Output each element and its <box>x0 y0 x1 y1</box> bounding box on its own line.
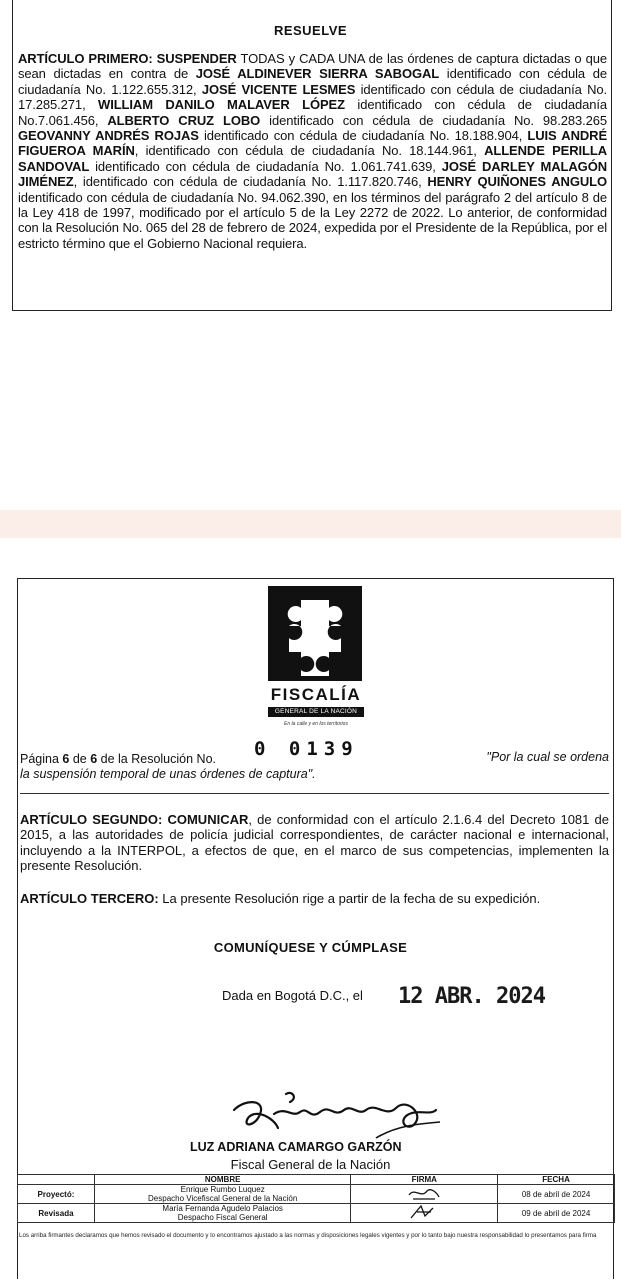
person-name: JOSÉ ALDINEVER SIERRA SABOGAL <box>195 66 440 82</box>
document-page-1 <box>0 0 621 510</box>
person-id: , identificado con cédula de ciudadanía No. 1.117.820.746, <box>73 174 428 190</box>
divider <box>20 793 609 794</box>
logo-subtitle: GENERAL DE LA NACIÓN <box>268 707 364 717</box>
page-gap <box>0 510 621 538</box>
table-row <box>18 1185 615 1204</box>
reviewer-office: Despacho Fiscal General <box>177 1213 268 1222</box>
person-id: identificado con cédula de ciudadanía No. 18.188.904, <box>198 128 528 144</box>
articulo-primero <box>18 51 607 251</box>
reviewer-cell <box>94 1204 351 1223</box>
dada-en-text: Dada en Bogotá D.C., el <box>222 988 363 1003</box>
person-id: identificado con cédula de ciudadanía No. 1.122.655.312, <box>18 66 607 97</box>
person-name: JOSÉ DARLEY MALAGÓN JIMÉNEZ <box>18 158 607 190</box>
review-date: 09 de abril de 2024 <box>498 1204 615 1223</box>
page-ref-text: de la Resolución No. <box>97 752 216 766</box>
review-date: 08 de abril de 2024 <box>498 1185 615 1204</box>
reviewer-cell <box>94 1185 351 1204</box>
column-header: FECHA <box>498 1175 615 1185</box>
initials-signature <box>351 1185 498 1204</box>
header-quote: "Por la cual se ordena <box>486 750 609 764</box>
resuelve-heading: RESUELVE <box>273 23 348 38</box>
articulo-label: ARTÍCULO SEGUNDO: COMUNICAR <box>20 812 249 827</box>
signer-name: LUZ ADRIANA CAMARGO GARZÓN <box>190 1140 402 1154</box>
articulo-segundo <box>20 812 609 874</box>
articulo-label: ARTÍCULO TERCERO: <box>20 891 159 906</box>
footnote: Los arriba firmantes declaramos que hemos revisado el documento y lo encontramos ajustado a las normas y disposiciones legales vigentes y por lo tanto bajo nuestra responsabilidad lo presentamos para firma <box>19 1232 597 1239</box>
person-name: JOSÉ VICENTE LESMES <box>201 81 356 97</box>
signer-role: Fiscal General de la Nación <box>230 1157 391 1172</box>
table-header-row <box>18 1175 615 1185</box>
comuniquese-heading: COMUNÍQUESE Y CÚMPLASE <box>213 940 408 955</box>
person-id: identificado con cédula de ciudadanía No. 17.285.271, <box>18 81 607 113</box>
resolution-number: 0 0139 <box>254 738 359 760</box>
person-name: LUIS ANDRÉ FIGUEROA MARÍN <box>18 128 608 159</box>
person-name: HENRY QUIÑONES ANGULO <box>427 174 607 190</box>
page-reference <box>20 752 216 766</box>
article-text: La presente Resolución rige a partir de la fecha de su expedición. <box>158 891 541 906</box>
article-text: , de conformidad con el artículo 2.1.6.4 del Decreto 1081 de 2015, a las autoridades de policía judicial correspondientes, de carácter nacional e internacional, incluyendo a la INTERPOL, a efectos de que, en el marco de sus competencias, implementen la presente Resolución. <box>20 812 609 874</box>
puzzle-piece-icon <box>268 586 362 681</box>
person-name: ALLENDE PERILLA SANDOVAL <box>18 143 607 174</box>
person-id: identificado con cédula de ciudadanía No. 1.061.741.639, <box>89 158 442 174</box>
column-header: NOMBRE <box>94 1175 351 1185</box>
date-stamp: 12 ABR. 2024 <box>398 984 545 1009</box>
reviewer-office: Despacho Vicefiscal General de la Nación <box>148 1194 298 1203</box>
row-label: Proyectó: <box>18 1185 95 1204</box>
logo-name: FISCALÍA <box>270 685 362 704</box>
person-id: identificado con cédula de ciudadanía No.7.061.456, <box>18 97 607 128</box>
page-ref-text: Página <box>20 752 63 766</box>
initials-signature <box>351 1204 498 1223</box>
row-label: Revisada <box>18 1204 95 1223</box>
column-header <box>18 1175 95 1185</box>
logo-tagline: En la calle y en los territorios <box>284 721 348 727</box>
reviewer-name: Enrique Rumbo Luquez <box>180 1185 265 1194</box>
person-id: , identificado con cédula de ciudadanía No. 18.144.961, <box>134 143 485 159</box>
page-current: 6 <box>62 752 70 766</box>
person-name: GEOVANNY ANDRÉS ROJAS <box>18 128 199 144</box>
column-header: FIRMA <box>351 1175 498 1185</box>
review-table <box>17 1174 615 1223</box>
articulo-tercero <box>20 891 609 906</box>
signature <box>226 1088 456 1148</box>
table-row <box>18 1204 615 1223</box>
person-id: identificado con cédula de ciudadanía No. 98.283.265 <box>260 112 607 128</box>
page-ref-text: de <box>69 752 91 766</box>
page-total: 6 <box>90 752 98 766</box>
article-closing: identificado con cédula de ciudadanía No. 94.062.390, en los términos del parágrafo 2 del artículo 8 de la Ley 418 de 1997, modificado por el artículo 5 de la Ley 2272 de 2022. Lo anterior, de conformidad con la Resolución No. 065 del 28 de febrero de 2024, expedida por el Presidente de la República, por el estricto término que el Gobierno Nacional requiera. <box>18 189 607 251</box>
header-quote-cont: la suspensión temporal de unas órdenes de captura". <box>20 767 316 781</box>
person-name: ALBERTO CRUZ LOBO <box>107 112 261 128</box>
person-name: WILLIAM DANILO MALAVER LÓPEZ <box>98 97 345 113</box>
reviewer-name: María Fernanda Agudelo Palacios <box>162 1204 283 1213</box>
article-text: TODAS y CADA UNA de las órdenes de captura dictadas o que sean dictadas en contra de <box>18 51 607 82</box>
articulo-label: ARTÍCULO PRIMERO: SUSPENDER <box>18 51 237 66</box>
